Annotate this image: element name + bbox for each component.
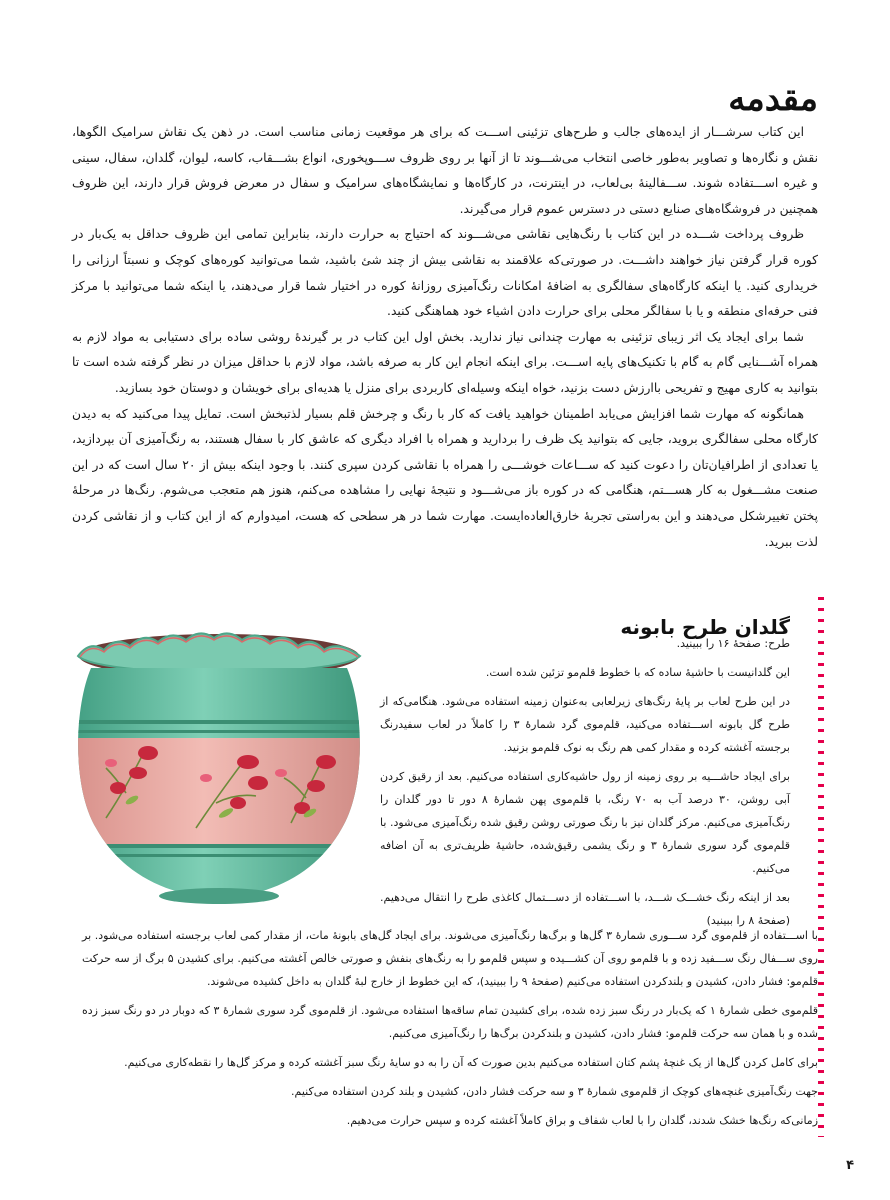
page-title: مقدمه <box>728 78 818 119</box>
vase-image <box>66 628 372 906</box>
section-full-text <box>82 924 818 1138</box>
vase-illustration-icon <box>66 628 372 906</box>
section-paragraph: برای کامل کردن گل‌ها از یک غنچهٔ پشم کتان استفاده می‌کنیم بدین صورت که آن را به دو سایهٔ رنگ سبز آغشته کرده و مرکز گل‌ها را نقطه‌کاری می‌کنیم. <box>124 1056 818 1069</box>
section-title: گلدان طرح بابونه <box>620 614 790 639</box>
intro-text <box>72 120 818 555</box>
decorative-dotted-line <box>818 597 824 1137</box>
section-paragraph: با اســـتفاده از قلم‌موی گرد ســـوری شمارهٔ ۳ گل‌ها و برگ‌ها رنگ‌آمیزی می‌شوند. برای ایجاد گل‌های بابونهٔ مات، از مقدار کمی لعاب برجسته استفاده می‌شود. بر روی ســـفال رنگ ســـفید زده و با قلم‌مو روی آن کشـــیده و سپس قلم‌مو را به رنگ‌های بنفش و صورتی خالص آغشته می‌کنیم. برای کشیدن ۵ برگ از سه حرکت قلم‌مو: فشار دادن، کشیدن و بلندکردن استفاده می‌کنیم (صفحهٔ ۹ را ببینید)، که این خطوط از خارج لبهٔ گلدان به داخل کشیده می‌شوند. <box>82 929 818 988</box>
page-number: ۴ <box>846 1158 854 1173</box>
section-paragraph: زمانی‌که رنگ‌ها خشک شدند، گلدان را با لعاب شفاف و براق کاملاً آغشته کرده و سپس حرارت می‌دهیم. <box>346 1114 818 1127</box>
intro-paragraph: همانگونه که مهارت شما افزایش می‌یابد اطمینان خواهید یافت که کار با رنگ و چرخش قلم بسیار لذتبخش است. تمایل پیدا می‌کنید که به دیدن کارگاه محلی سفالگری بروید، جایی که بتوانید یک ظرف را بردارید و همراه با افراد دیگری که عاشق کار با سفال هستند، به رنگ‌آمیزی آن بپردازید، یا تعدادی از اطرافیان‌تان را دعوت کنید که ســـاعات خوشـــی را همراه با نقاشی کردن سپری کنند. با وجود اینکه بیش از ۲۰ سال است که در این صنعت مشـــغول به کار هســـتم، هنگامی که در کوره باز می‌شـــود و نتیجهٔ نهایی را مشاهده می‌کنم، هنوز هم متعجب می‌شوم. رنگ‌ها در مرحلهٔ پختن تغییرشکل می‌دهند و این به‌راستی تجربهٔ خارق‌العاده‌ایست. مهارت شما در هر سطحی که هست، امیدوارم که از این کتاب و از نقاشی کردن لذت ببرید. <box>72 406 818 549</box>
section-paragraph: بعد از اینکه رنگ خشـــک شـــد، با اســـتفاده از دســـتمال کاغذی طرح را انتقال می‌دهیم. (صفحهٔ ۸ را ببینید) <box>380 891 790 927</box>
section-side-text <box>380 632 790 938</box>
section-paragraph: برای ایجاد حاشـــیه بر روی زمینه از رول حاشیه‌کاری استفاده می‌کنیم. بعد از رقیق کردن آبی روشن، ۳۰ درصد آب به ۷۰ رنگ، با قلم‌موی پهن شمارهٔ ۸ دور تا دور گلدان را رنگ‌آمیزی می‌کنیم. مرکز گلدان نیز با رنگ صورتی روشن رقیق شده رنگ‌آمیزی می‌شود. با قلم‌موی گرد سوری شمارهٔ ۳ و رنگ یشمی رقیق‌شده، حاشیهٔ ظریف‌تری به آن اضافه می‌کنیم. <box>380 770 790 875</box>
section-paragraph: این گلدانیست با حاشیهٔ ساده که با خطوط قلم‌مو تزئین شده است. <box>485 666 790 679</box>
section-paragraph: قلم‌موی خطی شمارهٔ ۱ که یک‌بار در رنگ سبز زده شده، برای کشیدن تمام ساقه‌ها استفاده می‌شود. از قلم‌موی گرد سوری شمارهٔ ۳ که دوبار در دو رنگ سبز زده شده و با همان سه حرکت قلم‌مو: فشار دادن، کشیدن و بلندکردن برگ‌ها را رنگ‌آمیزی می‌کنیم. <box>82 1004 818 1040</box>
intro-paragraph: این کتاب سرشـــار از ایده‌های جالب و طرح‌های تزئینی اســـت که برای هر موقعیت زمانی مناسب است. در ذهن یک نقاش سرامیک الگوها، نقش و نگاره‌ها و تصاویر به‌طور خاصی انتخاب می‌شـــوند تا از آنها بر روی ظروف ســـوپخوری، انواع بشـــقاب، کاسه، لیوان، گلدان، سفال، سینی و غیره اســـتفاده شوند. ســـفالینهٔ بی‌لعاب، در اینترنت، در کارگاه‌ها و نمایشگاه‌های سرامیک و سفال در معرض فروش قرار دارند، این ظروف همچنین در فروشگاه‌های صنایع دستی در دسترس عموم قرار می‌گیرند. <box>72 125 818 216</box>
section-paragraph: طرح: صفحهٔ ۱۶ را ببینید. <box>676 637 790 650</box>
section-paragraph: در این طرح لعاب بر پایهٔ رنگ‌های زیرلعابی به‌عنوان زمینه استفاده می‌شود. هنگامی‌که از طرح گل بابونه اســـتفاده می‌کنید، قلم‌موی گرد شمارهٔ ۳ را کاملاً در لعاب سفیدرنگ برجسته آغشته کرده و مقدار کمی هم رنگ به نوک قلم‌مو بزنید. <box>380 695 790 754</box>
intro-paragraph: ظروف پرداخت شـــده در این کتاب با رنگ‌هایی نقاشی می‌شـــوند که احتیاج به حرارت دارند، بنابراین تمامی این ظروف حداقل به یک‌بار در کوره قرار گرفتن نیاز خواهند داشـــت. در صورتی‌که علاقمند به نقاشی بیش از چند شئ باشید، شما می‌توانید کوره‌های کوچک و نسبتاً ارزانی را خریداری کنید. یا اینکه کارگاه‌های سفالگری به اضافهٔ امکانات رنگ‌آمیزی روزانهٔ کوره در اختیار شما قرار می‌دهند، یا اینکه شما می‌توانید با مرکز فنی حرفه‌ای منطقه و یا با سفالگر محلی برای حرارت دادن اشیاء خود هماهنگی کنید. <box>72 227 818 319</box>
section-paragraph: جهت رنگ‌آمیزی غنچه‌های کوچک از قلم‌موی شمارهٔ ۳ و سه حرکت فشار دادن، کشیدن و بلند کردن استفاده می‌کنیم. <box>291 1085 818 1098</box>
intro-paragraph: شما برای ایجاد یک اثر زیبای تزئینی به مهارت چندانی نیاز ندارید. بخش اول این کتاب در بر گیرندهٔ روشی ساده برای دستیابی به مواد لازم به همراه آشـــنایی گام به گام با تکنیک‌های پایه اســـت. برای اینکه انجام این کار به صرفه باشد، مواد لازم با حداقل میزان در نظر گرفته شده است تا بتوانید به کاری مهیج و تفریحی باارزش دست بزنید، خواه اینکه وسیله‌ای کاربردی برای منزل یا هدیه‌ای برای خویشان و دوستان خود بسازید. <box>72 329 818 395</box>
